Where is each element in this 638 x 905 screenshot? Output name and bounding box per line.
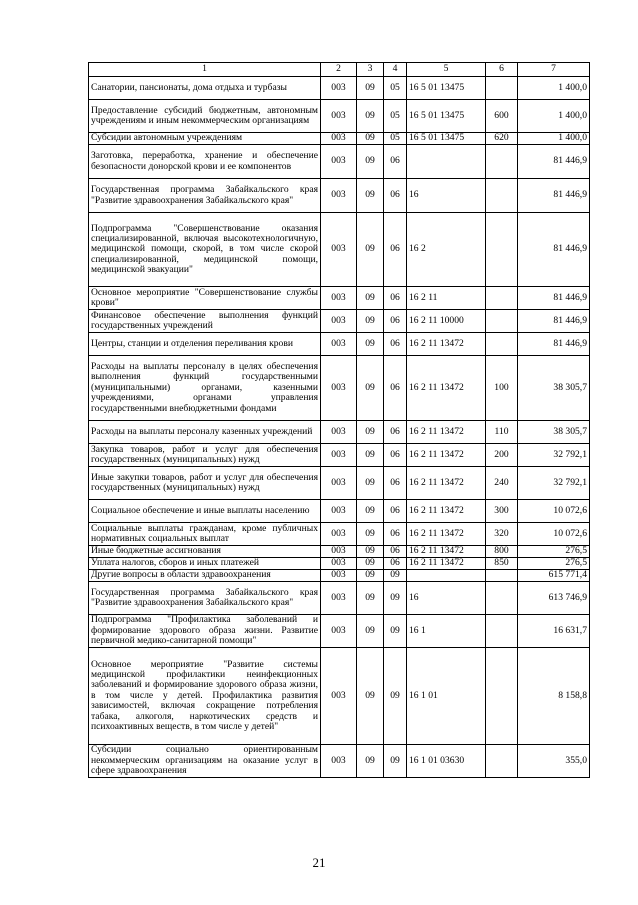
table-row <box>89 421 590 444</box>
row-code-expense-type: 600 <box>486 100 518 133</box>
row-code-subsection: 06 <box>384 546 407 558</box>
table-row <box>89 546 590 558</box>
row-amount: 81 446,9 <box>518 179 590 213</box>
row-code-target: 16 2 11 13472 <box>407 467 486 500</box>
row-code-subsection: 06 <box>384 467 407 500</box>
row-code-target: 16 2 11 13472 <box>407 356 486 421</box>
row-code-admin: 003 <box>321 648 357 745</box>
row-code-expense-type <box>486 648 518 745</box>
row-description-text: Иные закупки товаров, работ и услуг для обеспечения государственных (муниципальных) нужд <box>91 471 318 493</box>
table-row <box>89 570 590 582</box>
row-description-text: Субсидии социально ориентированным некоммерческим организациям на оказание услуг в сфере здравоохранения <box>91 744 318 777</box>
table-row <box>89 523 590 546</box>
row-description-text: Государственная программа Забайкальского края "Развитие здравоохранения Забайкальского края" <box>91 586 318 608</box>
row-code-subsection: 09 <box>384 570 407 582</box>
row-amount: 276,5 <box>518 558 590 570</box>
table-row <box>89 310 590 333</box>
row-amount: 16 631,7 <box>518 615 590 648</box>
row-amount: 32 792,1 <box>518 467 590 500</box>
row-code-expense-type <box>486 570 518 582</box>
row-code-subsection: 06 <box>384 356 407 421</box>
row-amount: 8 158,8 <box>518 648 590 745</box>
row-amount: 81 446,9 <box>518 310 590 333</box>
row-code-subsection: 06 <box>384 333 407 356</box>
row-code-subsection: 06 <box>384 310 407 333</box>
row-description <box>89 179 321 213</box>
row-description-text: Уплата налогов, сборов и иных платежей <box>91 557 260 569</box>
row-code-section: 09 <box>357 100 384 133</box>
row-code-admin: 003 <box>321 582 357 615</box>
column-header: 6 <box>486 63 518 77</box>
row-code-section: 09 <box>357 745 384 778</box>
row-code-expense-type <box>486 582 518 615</box>
row-code-admin: 003 <box>321 356 357 421</box>
row-code-expense-type: 240 <box>486 467 518 500</box>
row-code-expense-type <box>486 615 518 648</box>
row-code-target: 16 1 <box>407 615 486 648</box>
row-description <box>89 745 321 778</box>
row-code-subsection: 06 <box>384 145 407 179</box>
row-description <box>89 558 321 570</box>
row-description <box>89 615 321 648</box>
row-amount: 1 400,0 <box>518 100 590 133</box>
row-amount: 10 072,6 <box>518 500 590 523</box>
row-amount: 81 446,9 <box>518 145 590 179</box>
row-code-section: 09 <box>357 444 384 467</box>
row-description-text: Расходы на выплаты персоналу в целях обеспечения выполнения функций государственными (муниципальными) органами, казенными учреждениями, органами управления государственными внебюджетными фондами <box>91 361 318 414</box>
row-code-expense-type: 200 <box>486 444 518 467</box>
row-code-section: 09 <box>357 333 384 356</box>
row-code-section: 09 <box>357 179 384 213</box>
row-code-admin: 003 <box>321 745 357 778</box>
row-code-admin: 003 <box>321 615 357 648</box>
row-code-target: 16 2 11 13472 <box>407 523 486 546</box>
row-code-expense-type: 110 <box>486 421 518 444</box>
row-code-section: 09 <box>357 287 384 310</box>
row-code-target: 16 2 11 <box>407 287 486 310</box>
row-code-section: 09 <box>357 77 384 100</box>
row-code-target: 16 5 01 13475 <box>407 133 486 145</box>
row-code-admin: 003 <box>321 523 357 546</box>
row-code-section: 09 <box>357 648 384 745</box>
row-description <box>89 356 321 421</box>
row-description <box>89 523 321 546</box>
row-description-text: Другие вопросы в области здравоохранения <box>91 569 271 581</box>
row-code-target: 16 1 01 <box>407 648 486 745</box>
row-code-subsection: 06 <box>384 558 407 570</box>
table-row <box>89 500 590 523</box>
row-code-admin: 003 <box>321 570 357 582</box>
table-row <box>89 287 590 310</box>
row-description <box>89 500 321 523</box>
row-amount: 1 400,0 <box>518 77 590 100</box>
row-description-text: Основное мероприятие "Совершенствование службы крови" <box>91 286 318 308</box>
table-row <box>89 100 590 133</box>
column-header: 5 <box>407 63 486 77</box>
row-code-expense-type <box>486 77 518 100</box>
table-row <box>89 558 590 570</box>
row-code-target: 16 <box>407 582 486 615</box>
row-code-subsection: 09 <box>384 648 407 745</box>
row-description <box>89 546 321 558</box>
row-code-admin: 003 <box>321 558 357 570</box>
row-code-section: 09 <box>357 213 384 287</box>
row-code-subsection: 06 <box>384 213 407 287</box>
row-code-target <box>407 570 486 582</box>
row-description-text: Заготовка, переработка, хранение и обеспечение безопасности донорской крови и ее компонентов <box>91 150 318 172</box>
row-code-expense-type: 620 <box>486 133 518 145</box>
row-amount: 38 305,7 <box>518 421 590 444</box>
row-amount: 81 446,9 <box>518 213 590 287</box>
row-code-admin: 003 <box>321 100 357 133</box>
row-code-expense-type: 850 <box>486 558 518 570</box>
row-code-subsection: 06 <box>384 500 407 523</box>
row-code-admin: 003 <box>321 77 357 100</box>
row-description-text: Закупка товаров, работ и услуг для обеспечения государственных (муниципальных) нужд <box>91 443 318 465</box>
row-code-admin: 003 <box>321 287 357 310</box>
row-description <box>89 444 321 467</box>
column-header: 4 <box>384 63 407 77</box>
row-code-expense-type: 800 <box>486 546 518 558</box>
table-body <box>89 77 590 778</box>
row-description-text: Государственная программа Забайкальского края "Развитие здравоохранения Забайкальского края" <box>91 184 318 206</box>
row-code-expense-type <box>486 179 518 213</box>
row-code-subsection: 06 <box>384 287 407 310</box>
page-number: 21 <box>312 855 326 870</box>
row-description-text: Социальные выплаты гражданам, кроме публичных нормативных социальных выплат <box>91 522 318 544</box>
row-description <box>89 582 321 615</box>
row-code-section: 09 <box>357 500 384 523</box>
table-header-row <box>89 63 590 77</box>
row-code-expense-type <box>486 745 518 778</box>
row-description <box>89 213 321 287</box>
row-code-target: 16 1 01 03630 <box>407 745 486 778</box>
row-code-target: 16 5 01 13475 <box>407 100 486 133</box>
row-code-target: 16 2 11 13472 <box>407 333 486 356</box>
row-code-admin: 003 <box>321 213 357 287</box>
row-code-admin: 003 <box>321 500 357 523</box>
row-code-admin: 003 <box>321 179 357 213</box>
row-code-target <box>407 145 486 179</box>
row-code-subsection: 06 <box>384 421 407 444</box>
row-code-admin: 003 <box>321 546 357 558</box>
row-code-admin: 003 <box>321 421 357 444</box>
row-description-text: Расходы на выплаты персоналу казенных учреждений <box>91 425 313 437</box>
row-description-text: Предоставление субсидий бюджетным, автономным учреждениям и иным некоммерческим организациям <box>91 104 318 126</box>
row-code-section: 09 <box>357 310 384 333</box>
row-code-subsection: 06 <box>384 444 407 467</box>
row-amount: 615 771,4 <box>518 570 590 582</box>
row-amount: 276,5 <box>518 546 590 558</box>
row-code-section: 09 <box>357 133 384 145</box>
row-code-target: 16 2 11 13472 <box>407 444 486 467</box>
row-code-target: 16 2 11 13472 <box>407 421 486 444</box>
row-code-subsection: 09 <box>384 582 407 615</box>
row-description <box>89 570 321 582</box>
row-amount: 10 072,6 <box>518 523 590 546</box>
row-code-section: 09 <box>357 523 384 546</box>
column-header: 3 <box>357 63 384 77</box>
row-code-expense-type: 300 <box>486 500 518 523</box>
table-row <box>89 356 590 421</box>
row-code-target: 16 2 11 10000 <box>407 310 486 333</box>
row-description <box>89 100 321 133</box>
table-row <box>89 133 590 145</box>
row-description <box>89 310 321 333</box>
row-description-text: Финансовое обеспечение выполнения функций государственных учреждений <box>91 309 318 331</box>
row-code-subsection: 05 <box>384 77 407 100</box>
row-description <box>89 333 321 356</box>
row-code-section: 09 <box>357 546 384 558</box>
row-code-expense-type <box>486 145 518 179</box>
row-code-admin: 003 <box>321 444 357 467</box>
table-row <box>89 467 590 500</box>
row-code-section: 09 <box>357 356 384 421</box>
row-amount: 1 400,0 <box>518 133 590 145</box>
row-description <box>89 133 321 145</box>
row-description-text: Основное мероприятие "Развитие системы медицинской профилактики неинфекционных заболеваний и формирование здорового образа жизни, в том числе у детей. Профилактика развития зависимостей, включая сокращение потребления табака, алкоголя, наркотических средств и психоактивных веществ, в том числе у детей" <box>91 658 318 732</box>
row-description-text: Субсидии автономным учреждениям <box>91 132 243 144</box>
row-amount: 81 446,9 <box>518 287 590 310</box>
row-description <box>89 287 321 310</box>
table-row <box>89 648 590 745</box>
table-row <box>89 213 590 287</box>
table-row <box>89 745 590 778</box>
row-code-target: 16 <box>407 179 486 213</box>
table-row <box>89 333 590 356</box>
row-description-text: Санатории, пансионаты, дома отдыха и турбазы <box>91 81 287 93</box>
row-code-section: 09 <box>357 558 384 570</box>
row-code-target: 16 2 11 13472 <box>407 558 486 570</box>
row-code-section: 09 <box>357 467 384 500</box>
table-row <box>89 77 590 100</box>
row-code-admin: 003 <box>321 333 357 356</box>
row-description-text: Иные бюджетные ассигнования <box>91 545 221 557</box>
row-amount: 613 746,9 <box>518 582 590 615</box>
table-row <box>89 179 590 213</box>
row-code-admin: 003 <box>321 467 357 500</box>
column-header: 2 <box>321 63 357 77</box>
row-description <box>89 467 321 500</box>
row-code-subsection: 09 <box>384 615 407 648</box>
row-description-text: Подпрограмма "Совершенствование оказания специализированной, включая высокотехнологичную, медицинской помощи, скорой, в том числе скорой специализированной, медицинской помощи, медицинской эвакуации" <box>91 222 318 276</box>
row-code-section: 09 <box>357 421 384 444</box>
column-header: 1 <box>89 63 321 77</box>
row-description-text: Центры, станции и отделения переливания крови <box>91 337 293 349</box>
row-description <box>89 421 321 444</box>
row-code-section: 09 <box>357 582 384 615</box>
row-code-expense-type: 100 <box>486 356 518 421</box>
row-description-text: Подпрограмма "Профилактика заболеваний и формирование здорового образа жизни. Развитие первичной медико-санитарной помощи" <box>91 614 318 647</box>
row-code-target: 16 2 11 13472 <box>407 500 486 523</box>
row-code-expense-type <box>486 310 518 333</box>
row-code-section: 09 <box>357 570 384 582</box>
row-code-subsection: 06 <box>384 523 407 546</box>
row-description <box>89 648 321 745</box>
row-code-subsection: 05 <box>384 100 407 133</box>
row-code-admin: 003 <box>321 145 357 179</box>
table-row <box>89 145 590 179</box>
table-row <box>89 444 590 467</box>
row-amount: 81 446,9 <box>518 333 590 356</box>
row-code-subsection: 06 <box>384 179 407 213</box>
row-amount: 38 305,7 <box>518 356 590 421</box>
row-code-target: 16 2 11 13472 <box>407 546 486 558</box>
row-code-expense-type: 320 <box>486 523 518 546</box>
table-row <box>89 582 590 615</box>
row-code-target: 16 5 01 13475 <box>407 77 486 100</box>
row-code-section: 09 <box>357 145 384 179</box>
table-row <box>89 615 590 648</box>
row-code-subsection: 05 <box>384 133 407 145</box>
row-code-section: 09 <box>357 615 384 648</box>
column-header: 7 <box>518 63 590 77</box>
row-description <box>89 77 321 100</box>
row-code-target: 16 2 <box>407 213 486 287</box>
row-amount: 32 792,1 <box>518 444 590 467</box>
row-code-admin: 003 <box>321 310 357 333</box>
row-amount: 355,0 <box>518 745 590 778</box>
row-code-subsection: 09 <box>384 745 407 778</box>
row-code-expense-type <box>486 333 518 356</box>
row-code-expense-type <box>486 213 518 287</box>
row-description <box>89 145 321 179</box>
budget-table <box>88 62 590 778</box>
row-code-admin: 003 <box>321 133 357 145</box>
row-description-text: Социальное обеспечение и иные выплаты населению <box>91 504 310 516</box>
row-code-expense-type <box>486 287 518 310</box>
